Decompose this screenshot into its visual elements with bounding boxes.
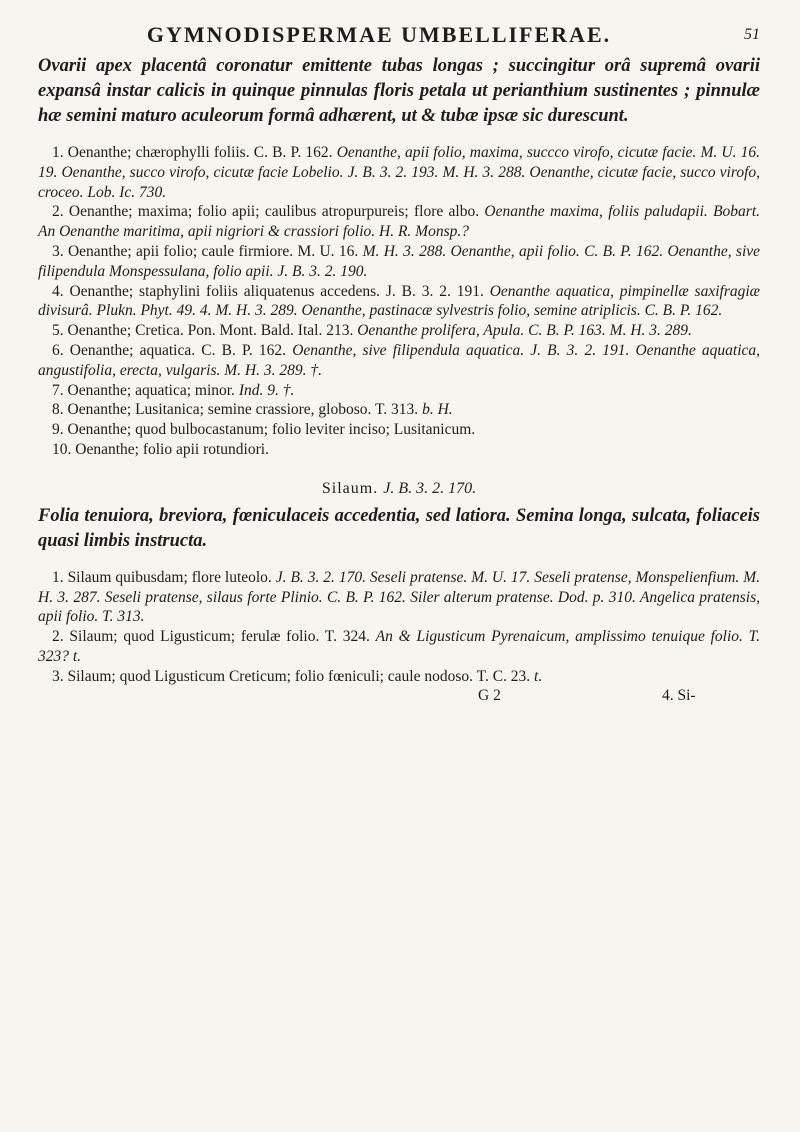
species-entry <box>38 400 760 420</box>
running-head <box>38 8 760 54</box>
species-lead: 6. Oenanthe; aquatica. C. B. P. 162. <box>52 341 287 359</box>
species-entry <box>38 667 760 687</box>
species-synonyms: Oenanthe, apii folio, maxima, succco virofo, cicutæ facie. M. U. 16. 19. Oenanthe, succo virofo, cicutæ facie Lobelio. J. B. 3. 2. 193. M. H. 3. 288. Oenanthe, cicutæ facie, succo virofo, croceo. Lob. Ic. 730. <box>38 144 761 201</box>
species-entry <box>38 568 760 627</box>
species-lead: 9. Oenanthe; quod bulbocastanum; folio leviter inciso; Lusitanicum. <box>52 421 476 439</box>
genus-heading <box>38 480 760 498</box>
species-synonyms: Oenanthe prolifera, Apula. C. B. P. 163. M. H. 3. 289. <box>357 322 692 340</box>
species-synonyms: Ind. 9. †. <box>238 381 295 399</box>
species-entry <box>38 143 760 202</box>
species-entry <box>38 341 760 381</box>
page-number: 51 <box>744 26 760 43</box>
species-lead: 3. Silaum; quod Ligusticum Creticum; folio fœniculi; caule nodoso. T. C. 23. <box>52 667 531 685</box>
silaum-species-list <box>38 568 760 687</box>
species-entry <box>38 321 760 341</box>
species-lead: 2. Silaum; quod Ligusticum; ferulæ folio. T. 324. <box>52 628 370 646</box>
signature-mark: G 2 <box>478 686 501 704</box>
oenanthe-species-list <box>38 143 760 460</box>
species-synonyms: t. <box>534 667 543 685</box>
species-synonyms: Oenanthe aquatica, pimpinellæ saxifragiæ divisurâ. Plukn. Phyt. 49. 4. M. H. 3. 289. Oenanthe, pastinacæ sylvestris folio, semine atriplicis. C. B. P. 162. <box>38 282 761 320</box>
species-lead: 8. Oenanthe; Lusitanica; semine crassiore, globoso. T. 313. <box>52 401 419 419</box>
catchword: 4. Si- <box>662 686 696 704</box>
running-title: GYMNODISPERMAE UMBELLIFERAE. <box>146 22 612 47</box>
page-footer <box>38 687 760 709</box>
species-synonyms: M. H. 3. 288. Oenanthe, apii folio. C. B. P. 162. Oenanthe, sive filipendula Monspessulana, folio apii. J. B. 3. 2. 190. <box>38 242 761 280</box>
species-lead: 10. Oenanthe; folio apii rotundiori. <box>52 440 269 458</box>
species-lead: 4. Oenanthe; staphylini foliis aliquatenus accedens. J. B. 3. 2. 191. <box>52 282 484 300</box>
species-entry <box>38 627 760 667</box>
species-entry <box>38 381 760 401</box>
species-lead: 7. Oenanthe; aquatica; minor. <box>52 381 235 399</box>
genus-name: Silaum. <box>321 479 379 497</box>
species-entry <box>38 282 760 322</box>
species-lead: 1. Oenanthe; chærophylli foliis. C. B. P. 162. <box>52 144 333 161</box>
species-entry <box>38 420 760 440</box>
species-entry <box>38 202 760 242</box>
species-lead: 1. Silaum quibusdam; flore luteolo. <box>52 568 272 586</box>
species-lead: 3. Oenanthe; apii folio; caule firmiore. M. U. 16. <box>52 242 359 260</box>
species-synonyms: Oenanthe maxima, foliis paludapii. Bobart. An Oenanthe maritima, apii nigriori & crassiori folio. H. R. Monsp.? <box>38 203 760 241</box>
genus-reference: J. B. 3. 2. 170. <box>383 479 477 497</box>
species-lead: 5. Oenanthe; Cretica. Pon. Mont. Bald. Ital. 213. <box>52 322 354 340</box>
species-synonyms: J. B. 3. 2. 170. Seseli pratense. M. U. 17. Seseli pratense, Monspelienfium. M. H. 3. 287. Seseli pratense, silaus forte Plinio. C. B. P. 162. Siler alterum pratense. Dod. p. 310. Angelica pratensis, apii folio. T. 313. <box>38 568 760 626</box>
species-synonyms: b. H. <box>422 401 453 419</box>
species-synonyms: Oenanthe, sive filipendula aquatica. J. B. 3. 2. 191. Oenanthe aquatica, angustifolia, erecta, vulgaris. M. H. 3. 289. †. <box>38 341 761 379</box>
species-entry <box>38 440 760 460</box>
species-synonyms: An & Ligusticum Pyrenaicum, amplissimo tenuique folio. T. 323? t. <box>38 628 761 665</box>
silaum-description: Folia tenuiora, breviora, fœniculaceis accedentia, sed latiora. Semina longa, sulcata, foliaceis quasi limbis instructa. <box>38 505 760 551</box>
oenanthe-description: Ovarii apex placentâ coronatur emittente tubas longas ; succingitur orâ supremâ ovarii expansâ instar calicis in quinque pinnulas floris petala ut perianthium sustinentes ; pinnulæ hæ semini maturo aculeorum formâ adhærent, ut & tubæ ipsæ sic durescunt. <box>38 56 760 126</box>
species-entry <box>38 242 760 282</box>
species-lead: 2. Oenanthe; maxima; folio apii; caulibus atropurpureis; flore albo. <box>52 203 480 221</box>
